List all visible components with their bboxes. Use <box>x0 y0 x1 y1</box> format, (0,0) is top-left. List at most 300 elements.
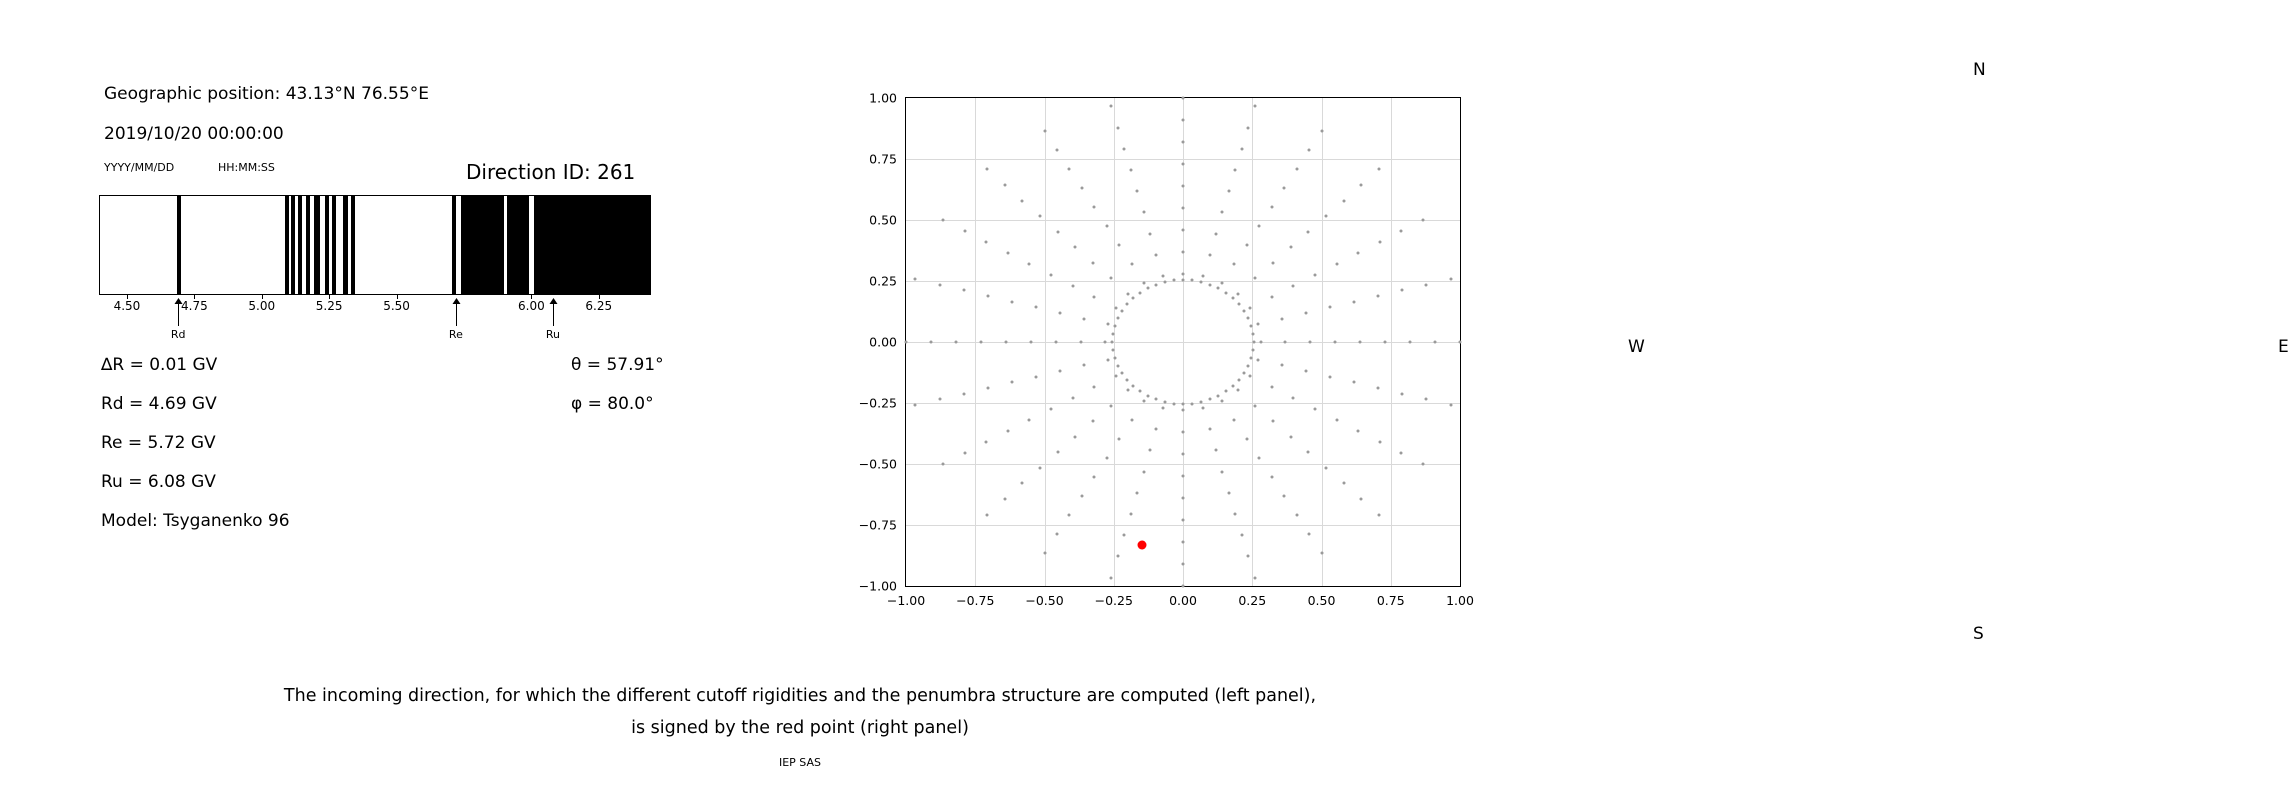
direction-point <box>1240 534 1243 537</box>
y-axis-tick-label: 1.00 <box>869 90 897 106</box>
direction-point <box>1056 451 1059 454</box>
direction-point <box>1118 438 1121 441</box>
direction-point <box>1182 497 1185 500</box>
direction-point <box>1163 280 1166 283</box>
direction-point <box>1252 332 1255 335</box>
grid-line <box>906 464 1460 465</box>
direction-point <box>1329 375 1332 378</box>
direction-point <box>1146 287 1149 290</box>
direction-point <box>1116 317 1119 320</box>
direction-point <box>1191 402 1194 405</box>
direction-point <box>1182 519 1185 522</box>
direction-point <box>1270 205 1273 208</box>
direction-point <box>1136 190 1139 193</box>
direction-point <box>929 341 932 344</box>
direction-point <box>1459 341 1462 344</box>
direction-point <box>1182 118 1185 121</box>
direction-point <box>1220 281 1223 284</box>
direction-point <box>1055 148 1058 151</box>
direction-point <box>1238 378 1241 381</box>
direction-point <box>1116 364 1119 367</box>
direction-point <box>1256 358 1259 361</box>
grid-line <box>906 159 1460 160</box>
direction-point <box>1043 552 1046 555</box>
direction-point <box>1307 451 1310 454</box>
direction-point <box>1155 428 1158 431</box>
direction-point <box>1083 317 1086 320</box>
direction-point <box>1139 390 1142 393</box>
direction-point <box>1217 287 1220 290</box>
direction-point <box>1384 341 1387 344</box>
direction-point <box>1132 297 1135 300</box>
direction-point <box>1182 272 1185 275</box>
direction-point <box>1227 190 1230 193</box>
direction-point <box>1034 375 1037 378</box>
direction-point <box>1247 555 1250 558</box>
direction-point <box>1091 261 1094 264</box>
penumbra-band <box>351 196 355 294</box>
direction-point <box>1004 341 1007 344</box>
direction-point <box>1093 295 1096 298</box>
direction-point <box>1295 514 1298 517</box>
direction-point <box>1123 147 1126 150</box>
direction-point <box>1238 303 1241 306</box>
direction-point <box>1146 394 1149 397</box>
direction-point <box>1209 398 1212 401</box>
direction-point <box>1083 364 1086 367</box>
direction-point <box>1249 306 1252 309</box>
direction-point <box>1280 317 1283 320</box>
direction-point <box>954 341 957 344</box>
left-panel <box>0 0 800 680</box>
footer-credit: IEP SAS <box>778 756 822 769</box>
direction-point <box>914 277 917 280</box>
direction-point <box>1401 289 1404 292</box>
penumbra-band <box>298 196 302 294</box>
direction-point <box>986 513 989 516</box>
direction-point <box>1068 167 1071 170</box>
direction-point <box>1182 206 1185 209</box>
direction-point <box>1182 184 1185 187</box>
direction-point <box>1050 408 1053 411</box>
direction-point <box>1308 533 1311 536</box>
penumbra-band <box>534 196 650 294</box>
grid-line <box>906 342 1460 343</box>
direction-point <box>1093 386 1096 389</box>
direction-point <box>1163 401 1166 404</box>
direction-point <box>1200 280 1203 283</box>
rigidity-marker-label: Ru <box>545 328 560 341</box>
direction-point <box>1240 147 1243 150</box>
direction-point <box>942 463 945 466</box>
direction-point <box>1161 275 1164 278</box>
direction-point <box>1231 384 1234 387</box>
direction-point <box>1284 341 1287 344</box>
y-axis-tick-label: −1.00 <box>858 578 897 594</box>
direction-point <box>1182 250 1185 253</box>
rigidity-marker-arrowhead <box>452 298 460 304</box>
grid-line <box>906 525 1460 526</box>
direction-point <box>1182 585 1185 588</box>
penumbra-band <box>343 196 348 294</box>
value-rd: Rd = 4.69 GV <box>101 394 217 414</box>
direction-point <box>1028 262 1031 265</box>
direction-point <box>1434 341 1437 344</box>
direction-point <box>1217 394 1220 397</box>
direction-point <box>1054 341 1057 344</box>
direction-point <box>1114 306 1117 309</box>
direction-point <box>1353 300 1356 303</box>
direction-point <box>986 387 989 390</box>
direction-point <box>1250 324 1253 327</box>
direction-point <box>1116 555 1119 558</box>
rigidity-marker-arrow <box>456 302 457 326</box>
x-axis-tick-label: −0.25 <box>1094 593 1133 608</box>
direction-point <box>1377 168 1380 171</box>
direction-point <box>1114 375 1117 378</box>
direction-point <box>1058 370 1061 373</box>
direction-point <box>1259 341 1262 344</box>
direction-point <box>1335 262 1338 265</box>
direction-point <box>1272 420 1275 423</box>
direction-point <box>1357 430 1360 433</box>
direction-point <box>1071 284 1074 287</box>
caption-line-2: is signed by the red point (right panel) <box>631 718 969 738</box>
direction-point <box>1202 406 1205 409</box>
rigidity-marker-arrowhead <box>175 298 183 304</box>
selected-direction-point[interactable] <box>1138 541 1147 550</box>
direction-point <box>1305 370 1308 373</box>
value-delta-r: ∆R = 0.01 GV <box>101 355 218 375</box>
direction-point <box>1449 404 1452 407</box>
x-axis-tick-label: 0.50 <box>1307 593 1336 608</box>
x-axis-tick-label: −0.75 <box>956 593 995 608</box>
direction-point <box>1182 97 1185 100</box>
direction-point <box>1182 431 1185 434</box>
direction-point <box>1079 341 1082 344</box>
direction-point <box>1125 303 1128 306</box>
compass-north-label: N <box>1973 60 1986 80</box>
direction-point <box>1309 341 1312 344</box>
direction-point <box>1161 406 1164 409</box>
direction-point <box>1071 397 1074 400</box>
direction-point <box>1068 514 1071 517</box>
penumbra-band <box>285 196 289 294</box>
direction-point <box>1029 341 1032 344</box>
direction-point <box>1425 283 1428 286</box>
direction-point <box>1335 419 1338 422</box>
direction-point <box>1155 253 1158 256</box>
direction-point <box>1308 148 1311 151</box>
direction-point <box>1107 358 1110 361</box>
direction-point <box>1400 452 1403 455</box>
direction-point <box>1209 283 1212 286</box>
direction-point <box>1130 262 1133 265</box>
direction-point <box>1149 449 1152 452</box>
direction-point <box>1056 230 1059 233</box>
direction-point <box>1154 398 1157 401</box>
direction-point <box>1113 324 1116 327</box>
axis-tick-label: 5.25 <box>315 299 343 313</box>
direction-point <box>1010 300 1013 303</box>
direction-point <box>1221 211 1224 214</box>
direction-point <box>1409 341 1412 344</box>
x-axis-tick-label: 0.75 <box>1376 593 1405 608</box>
direction-point <box>1104 341 1107 344</box>
direction-point <box>1105 224 1108 227</box>
direction-point <box>1353 381 1356 384</box>
direction-point <box>1149 232 1152 235</box>
direction-point <box>1421 463 1424 466</box>
penumbra-band <box>306 196 310 294</box>
direction-point <box>1272 261 1275 264</box>
direction-point <box>962 392 965 395</box>
value-theta: θ = 57.91° <box>571 355 664 375</box>
direction-point <box>1080 495 1083 498</box>
direction-point <box>1182 140 1185 143</box>
direction-point <box>1111 349 1114 352</box>
direction-point <box>1039 215 1042 218</box>
direction-point <box>1254 404 1257 407</box>
direction-point <box>1307 230 1310 233</box>
direction-point <box>1224 390 1227 393</box>
direction-point <box>1143 400 1146 403</box>
direction-id-label: Direction ID: 261 <box>466 160 636 184</box>
direction-point <box>1143 281 1146 284</box>
direction-point <box>1305 311 1308 314</box>
y-axis-tick-label: 0.25 <box>869 273 897 289</box>
direction-point <box>986 168 989 171</box>
direction-point <box>1233 262 1236 265</box>
direction-point <box>1120 372 1123 375</box>
direction-point <box>1378 240 1381 243</box>
direction-point <box>905 341 908 344</box>
direction-point <box>1359 341 1362 344</box>
direction-point <box>1234 168 1237 171</box>
direction-point <box>1021 482 1024 485</box>
direction-point <box>1127 292 1130 295</box>
direction-point <box>1401 392 1404 395</box>
direction-point <box>1320 129 1323 132</box>
rigidity-marker-arrowhead <box>549 298 557 304</box>
direction-point <box>1172 279 1175 282</box>
direction-point <box>1132 384 1135 387</box>
direction-point <box>1182 475 1185 478</box>
penumbra-band <box>507 196 529 294</box>
penumbra-band <box>332 196 336 294</box>
direction-point <box>1074 246 1077 249</box>
direction-point <box>1208 253 1211 256</box>
direction-point <box>1118 243 1121 246</box>
direction-point <box>1003 498 1006 501</box>
direction-point <box>1224 291 1227 294</box>
direction-point <box>1220 400 1223 403</box>
direction-point <box>985 240 988 243</box>
direction-point <box>1010 381 1013 384</box>
direction-point <box>963 452 966 455</box>
direction-point <box>1245 243 1248 246</box>
direction-point <box>1324 466 1327 469</box>
direction-point <box>1292 284 1295 287</box>
direction-point <box>1233 419 1236 422</box>
direction-point <box>1247 364 1250 367</box>
direction-point <box>1043 129 1046 132</box>
direction-point <box>1231 297 1234 300</box>
direction-point <box>1130 419 1133 422</box>
penumbra-band <box>452 196 456 294</box>
rigidity-marker-arrow <box>553 302 554 326</box>
direction-point <box>1127 389 1130 392</box>
direction-point <box>1449 277 1452 280</box>
direction-point <box>1214 449 1217 452</box>
axis-tick-label: 4.50 <box>113 299 141 313</box>
direction-point <box>1074 435 1077 438</box>
direction-point <box>1253 105 1256 108</box>
direction-point <box>1243 372 1246 375</box>
direction-point <box>1109 404 1112 407</box>
direction-point <box>1377 387 1380 390</box>
x-axis-tick-label: 0.25 <box>1238 593 1267 608</box>
direction-point <box>1109 277 1112 280</box>
direction-point <box>1421 219 1424 222</box>
axis-tick-label: 4.75 <box>181 299 208 313</box>
caption-line-1: The incoming direction, for which the different cutoff rigidities and the penumbra structure are computed (left panel), <box>283 686 1317 706</box>
direction-point <box>963 229 966 232</box>
direction-point <box>1039 466 1042 469</box>
direction-point <box>1006 430 1009 433</box>
direction-point <box>1105 457 1108 460</box>
direction-point <box>1208 428 1211 431</box>
direction-point <box>1360 183 1363 186</box>
direction-point <box>1058 311 1061 314</box>
value-re: Re = 5.72 GV <box>101 433 216 453</box>
direction-point <box>979 341 982 344</box>
direction-point <box>1182 453 1185 456</box>
direction-sky-map-chart <box>905 97 1461 587</box>
x-axis-tick-label: 1.00 <box>1446 593 1474 608</box>
direction-point <box>1243 309 1246 312</box>
x-axis-tick-label: −0.50 <box>1025 593 1064 608</box>
direction-point <box>1091 420 1094 423</box>
x-axis-tick-label: 0.00 <box>1169 593 1197 608</box>
direction-point <box>1028 419 1031 422</box>
direction-point <box>1125 378 1128 381</box>
direction-point <box>1093 205 1096 208</box>
direction-point <box>1116 126 1119 129</box>
direction-point <box>1182 541 1185 544</box>
direction-point <box>1252 349 1255 352</box>
direction-point <box>1154 283 1157 286</box>
direction-point <box>1283 495 1286 498</box>
direction-point <box>1050 273 1053 276</box>
direction-point <box>1107 323 1110 326</box>
direction-point <box>1360 498 1363 501</box>
direction-point <box>1111 332 1114 335</box>
direction-point <box>1377 294 1380 297</box>
rigidity-marker-label: Rd <box>170 328 186 341</box>
direction-point <box>1142 470 1145 473</box>
penumbra-band <box>291 196 295 294</box>
time-format-hint: HH:MM:SS <box>218 161 275 174</box>
y-axis-tick-label: 0.75 <box>869 151 897 167</box>
axis-tick-label: 6.25 <box>585 299 613 313</box>
grid-line <box>906 220 1460 221</box>
direction-point <box>1270 295 1273 298</box>
direction-point <box>1214 232 1217 235</box>
penumbra-band <box>461 196 504 294</box>
direction-point <box>1129 513 1132 516</box>
direction-point <box>1055 533 1058 536</box>
direction-point <box>1110 576 1113 579</box>
direction-point <box>1182 278 1185 281</box>
direction-point <box>1270 386 1273 389</box>
rigidity-marker-arrow <box>178 302 179 326</box>
direction-point <box>1113 357 1116 360</box>
direction-point <box>1270 476 1273 479</box>
direction-point <box>1320 552 1323 555</box>
direction-point <box>1182 228 1185 231</box>
direction-point <box>1003 183 1006 186</box>
direction-point <box>1378 441 1381 444</box>
direction-point <box>1182 403 1185 406</box>
direction-point <box>1191 279 1194 282</box>
direction-point <box>1258 224 1261 227</box>
direction-point <box>1129 168 1132 171</box>
direction-point <box>1142 211 1145 214</box>
direction-point <box>1247 126 1250 129</box>
direction-point <box>1247 317 1250 320</box>
direction-point <box>962 289 965 292</box>
direction-point <box>1182 563 1185 566</box>
y-axis-tick-label: −0.75 <box>858 517 897 533</box>
direction-point <box>1280 364 1283 367</box>
direction-point <box>1357 251 1360 254</box>
y-axis-tick-label: 0.50 <box>869 212 897 228</box>
direction-point <box>1202 275 1205 278</box>
direction-point <box>1172 402 1175 405</box>
compass-south-label: S <box>1973 624 1984 644</box>
direction-point <box>1227 491 1230 494</box>
y-axis-tick-label: −0.50 <box>858 456 897 472</box>
rigidity-marker-label: Re <box>448 328 463 341</box>
direction-point <box>1400 229 1403 232</box>
direction-point <box>1111 341 1114 344</box>
direction-point <box>1342 199 1345 202</box>
value-model: Model: Tsyganenko 96 <box>101 511 290 531</box>
direction-point <box>985 441 988 444</box>
axis-tick-label: 5.00 <box>248 299 276 313</box>
direction-point <box>1182 162 1185 165</box>
direction-point <box>1136 491 1139 494</box>
direction-point <box>1123 534 1126 537</box>
penumbra-band <box>314 196 319 294</box>
direction-point <box>1334 341 1337 344</box>
direction-point <box>1258 457 1261 460</box>
direction-point <box>1236 389 1239 392</box>
direction-point <box>1120 309 1123 312</box>
direction-point <box>1329 306 1332 309</box>
direction-point <box>1093 476 1096 479</box>
compass-west-label: W <box>1628 337 1645 357</box>
direction-point <box>1034 306 1037 309</box>
direction-point <box>1256 323 1259 326</box>
direction-point <box>1200 401 1203 404</box>
y-axis-tick-label: −0.25 <box>858 395 897 411</box>
direction-point <box>1283 186 1286 189</box>
penumbra-band <box>177 196 181 294</box>
direction-point <box>1245 438 1248 441</box>
direction-point <box>1377 513 1380 516</box>
